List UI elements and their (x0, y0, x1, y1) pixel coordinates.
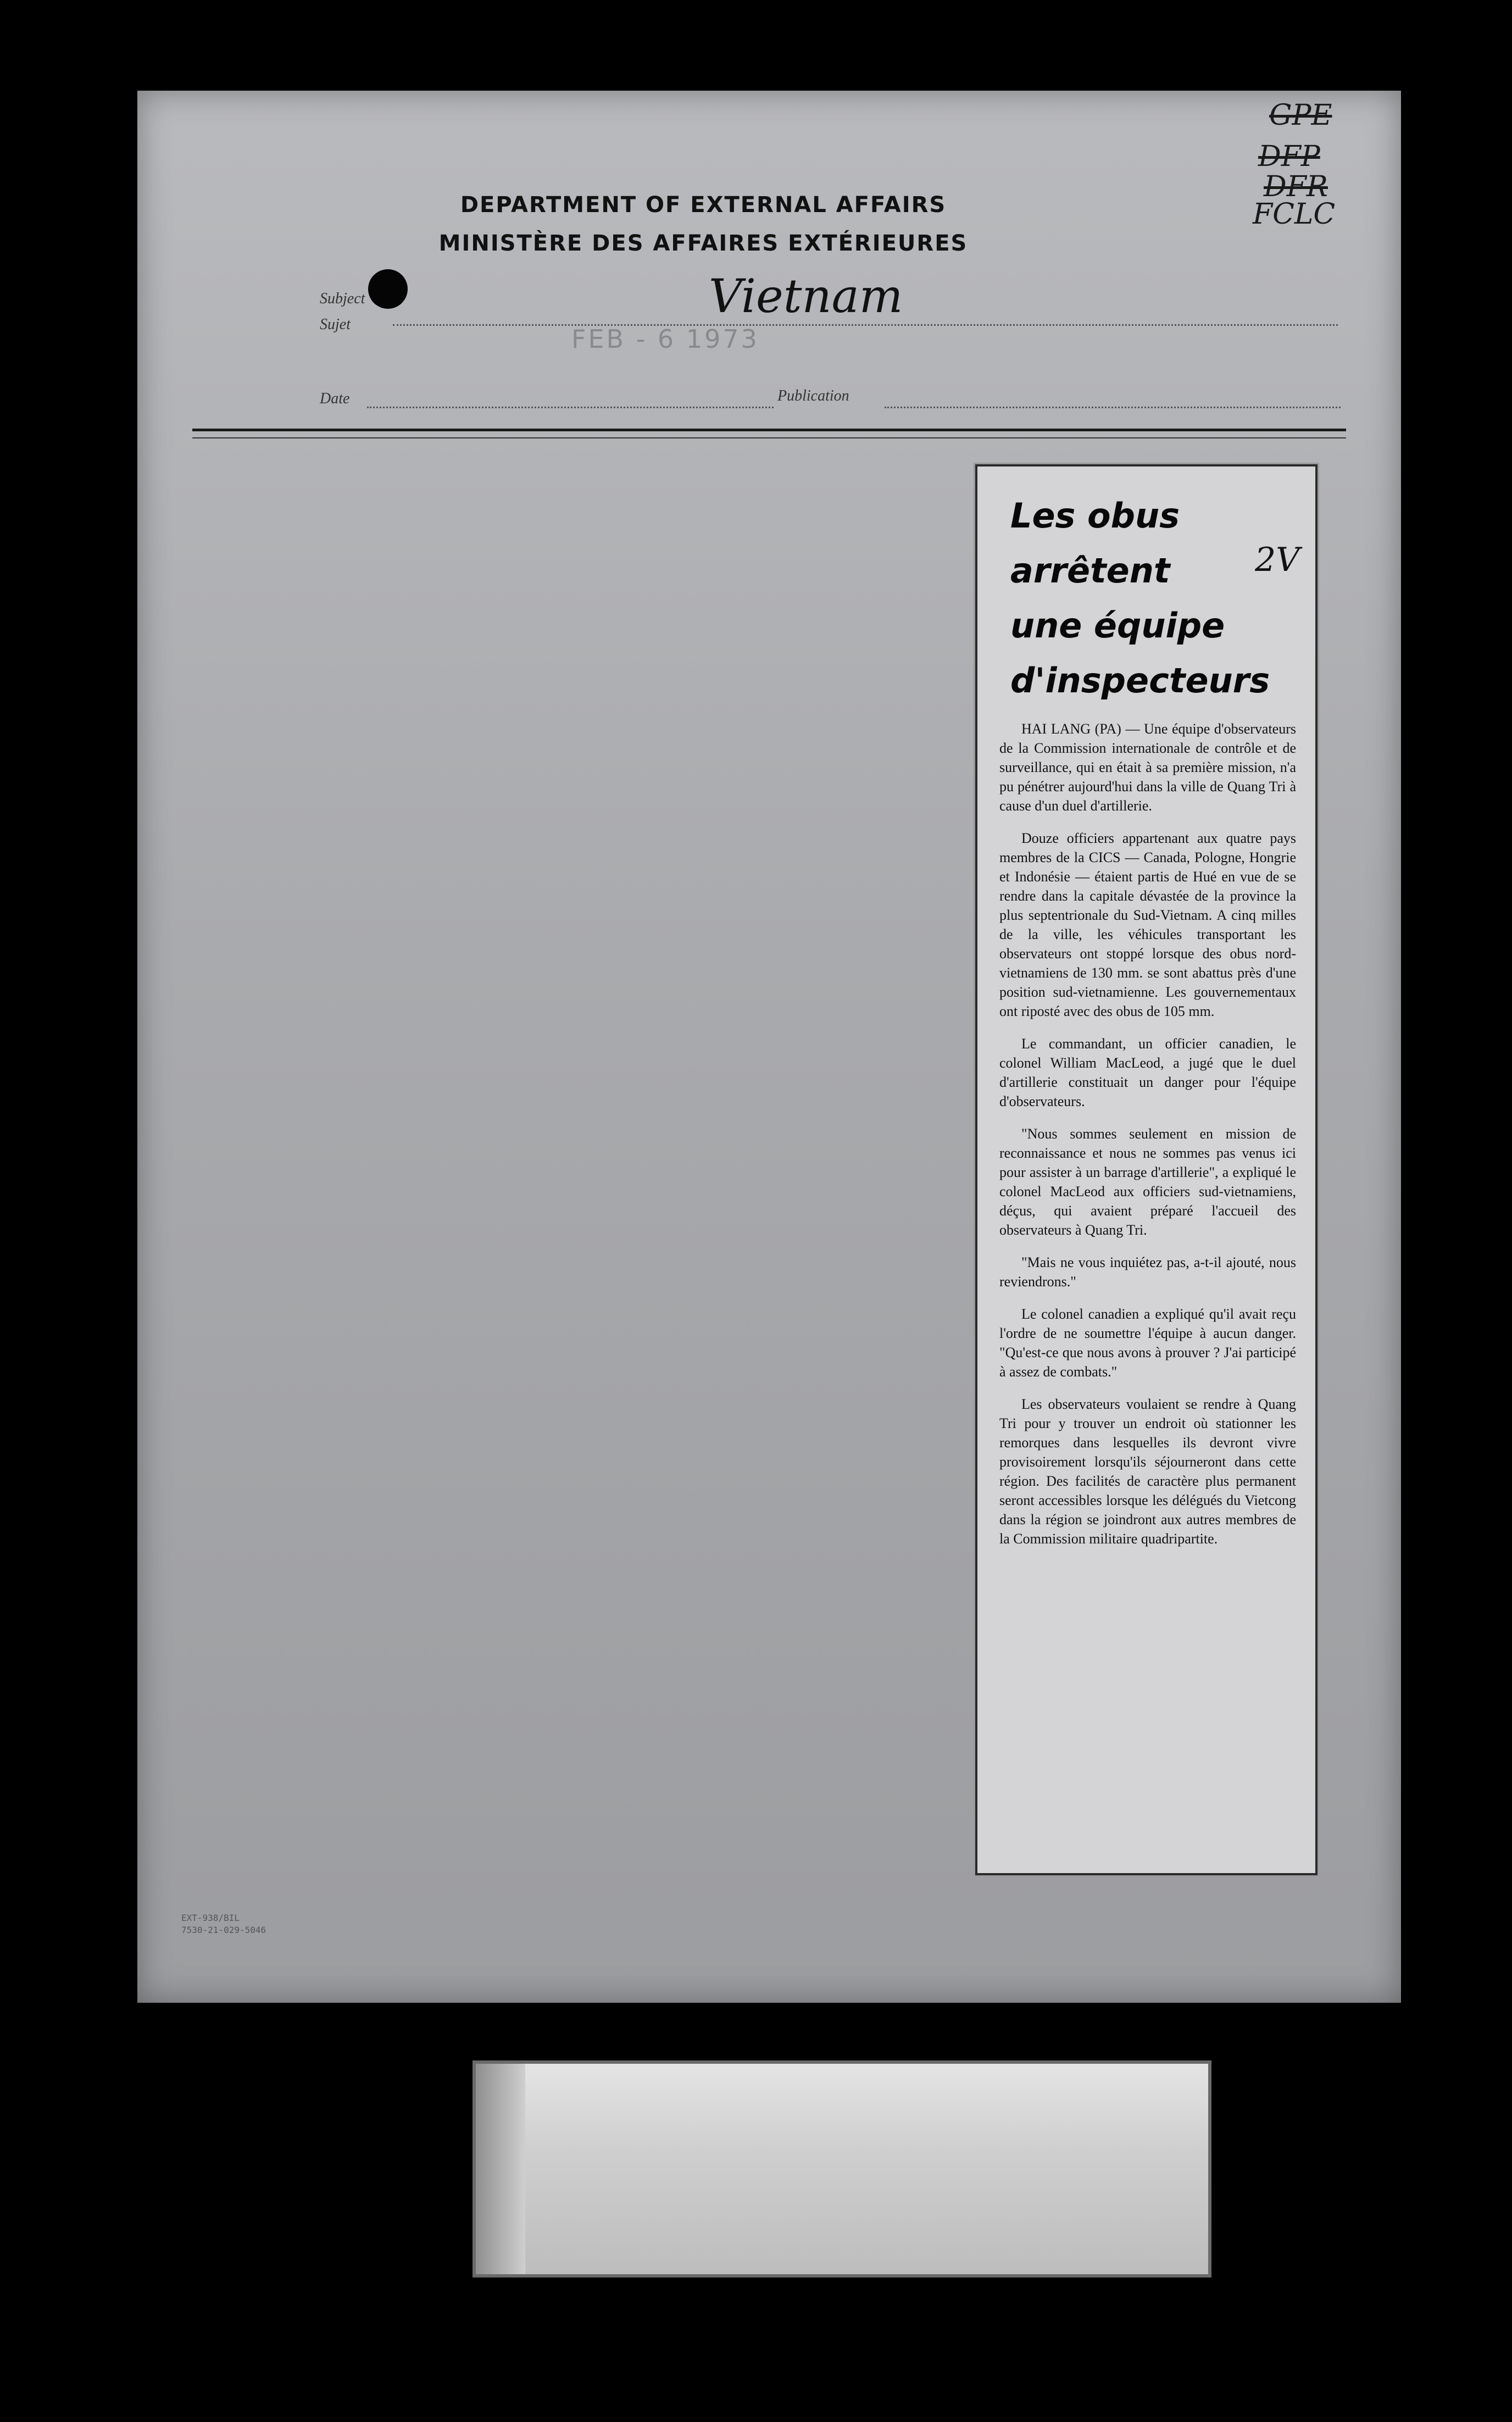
header-rule (192, 429, 1346, 431)
routing-initials-1: GPE (1269, 99, 1332, 132)
routing-initials-2: DFP (1258, 140, 1320, 173)
date-line (367, 407, 774, 408)
subject-label: Subject (320, 290, 365, 307)
clipping-headline (1010, 488, 1270, 708)
punch-hole (368, 269, 408, 309)
article-paragraph-7: Les observateurs voulaient se rendre à Quang Tri pour y trouver un endroit où stationner les remorques dans lesquelles ils devront vivre provisoirement lorsqu'ils séjourneront dans cette région. Des facilités de caractère plus permanent seront accessibles lorsque les délégués du Vietcong dans la région se joindront aux autres membres de la Commission militaire quadripartite. (999, 1396, 1296, 1547)
article-paragraph-1: HAI LANG (PA) — Une équipe d'observateurs de la Commission internationale de contrôle et de surveillance, qui en était à sa première mission, n'a pu pénétrer aujourd'hui dans la ville de Quang Tri à cause d'un duel d'artillerie. (999, 721, 1296, 814)
date-received-stamp: FEB - 6 1973 (571, 324, 759, 354)
headline-line-4: d'inspecteurs (1010, 660, 1270, 701)
form-code-line-2: 7530-21-029-5046 (181, 1925, 266, 1935)
paper-tab (472, 2060, 1211, 2277)
publication-line (885, 407, 1341, 408)
routing-initials-4: FCLC (1253, 198, 1336, 231)
headline-line-2: arrêtent (1010, 551, 1170, 591)
article-paragraph-5: "Mais ne vous inquiétez pas, a-t-il ajouté, nous reviendrons." (999, 1254, 1296, 1290)
article-paragraph-6: Le colonel canadien a expliqué qu'il avait reçu l'ordre de ne soumettre l'équipe à aucun danger. "Qu'est-ce que nous avons à prouver ? J'ai participé à assez de combats." (999, 1306, 1296, 1380)
article-paragraph-3: Le commandant, un officier canadien, le colonel William MacLeod, a jugé que le duel d'artillerie constituait un danger pour l'équipe d'observateurs. (999, 1036, 1296, 1109)
subject-handwritten-value: Vietnam (709, 269, 903, 323)
paper-tab-edge (476, 2064, 525, 2274)
header-rule-secondary (192, 437, 1346, 438)
subject-line (393, 324, 1338, 326)
article-paragraph-2: Douze officiers appartenant aux quatre pays membres de la CICS — Canada, Pologne, Hongrie et Indonésie — étaient partis de Hué en vue de se rendre dans la capitale dévastée de la province la plus septentrionale du Sud-Vietnam. A cinq milles de la ville, les véhicules transportant les observateurs ont stoppé lorsque des obus nord-vietnamiens de 130 mm. se sont abattus près d'une position sud-vietnamienne. Les gouvernementaux ont riposté avec des obus de 105 mm. (999, 830, 1296, 1019)
form-code (181, 1912, 266, 1936)
department-name-english: DEPARTMENT OF EXTERNAL AFFAIRS (460, 192, 947, 218)
article-paragraph-4: "Nous sommes seulement en mission de reconnaissance et nous ne sommes pas venus ici pour assister à un barrage d'artillerie", a expliqué le colonel MacLeod aux officiers sud-vietnamiens, déçus, qui avaient préparé l'accueil des observateurs à Quang Tri. (999, 1126, 1296, 1238)
handwritten-note: 2V (1255, 541, 1300, 579)
sujet-label: Sujet (320, 316, 351, 333)
date-label: Date (320, 390, 350, 407)
headline-line-1: Les obus (1010, 496, 1180, 536)
form-code-line-1: EXT-938/BIL (181, 1913, 240, 1923)
department-name-french: MINISTÈRE DES AFFAIRES EXTÉRIEURES (438, 231, 968, 256)
headline-line-3: une équipe (1010, 606, 1225, 646)
clipping-article (999, 719, 1296, 1562)
newspaper-clipping (975, 464, 1318, 1875)
routing-initials-3: DFR (1264, 170, 1328, 203)
publication-label: Publication (777, 387, 849, 404)
